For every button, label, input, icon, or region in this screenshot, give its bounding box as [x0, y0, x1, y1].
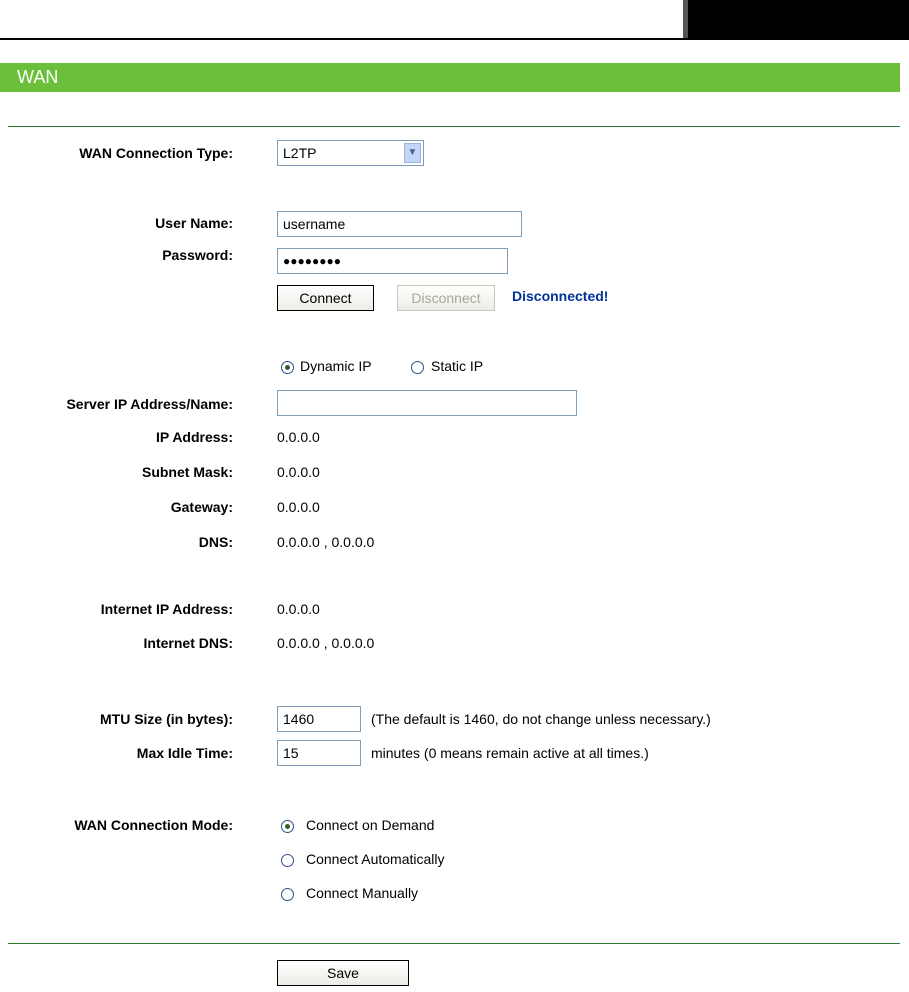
section-header: [0, 63, 900, 92]
connect-automatically-radio[interactable]: [281, 854, 294, 867]
internet-ip-label: Internet IP Address:: [100, 601, 233, 617]
gateway-value: 0.0.0.0: [277, 499, 320, 515]
connect-automatically-label: Connect Automatically: [306, 851, 445, 867]
top-corner-block: [683, 0, 909, 38]
dns-value: 0.0.0.0 , 0.0.0.0: [277, 534, 375, 550]
mtu-hint: (The default is 1460, do not change unless necessary.): [371, 711, 711, 727]
top-divider: [0, 38, 909, 40]
dynamic-ip-label: Dynamic IP: [300, 358, 372, 374]
connect-button[interactable]: Connect: [277, 285, 374, 311]
connection-type-select[interactable]: [277, 140, 424, 166]
dns-label: DNS:: [198, 534, 233, 550]
subnet-mask-value: 0.0.0.0: [277, 464, 320, 480]
idle-label: Max Idle Time:: [136, 745, 233, 761]
static-ip-label: Static IP: [431, 358, 484, 374]
chevron-down-icon[interactable]: ▼: [404, 143, 421, 163]
internet-dns-value: 0.0.0.0 , 0.0.0.0: [277, 635, 375, 651]
connect-on-demand-radio[interactable]: [281, 820, 294, 833]
disconnect-button[interactable]: Disconnect: [397, 285, 495, 311]
ip-address-value: 0.0.0.0: [277, 429, 320, 445]
connection-status: Disconnected!: [512, 288, 609, 304]
connect-manually-radio[interactable]: [281, 888, 294, 901]
bottom-rule: [8, 943, 900, 944]
idle-input[interactable]: [277, 740, 361, 766]
connection-type-value: L2TP: [283, 145, 317, 161]
password-input[interactable]: ●●●●●●●●: [277, 248, 508, 274]
connect-on-demand-label: Connect on Demand: [306, 817, 435, 833]
connect-manually-label: Connect Manually: [306, 885, 419, 901]
idle-hint: minutes (0 means remain active at all times.): [371, 745, 649, 761]
dynamic-ip-radio[interactable]: [281, 361, 294, 374]
mtu-label: MTU Size (in bytes):: [99, 711, 233, 727]
connection-type-label: WAN Connection Type:: [79, 145, 233, 161]
section-title: WAN: [17, 67, 59, 87]
subnet-mask-label: Subnet Mask:: [141, 464, 233, 480]
top-rule: [8, 126, 900, 127]
static-ip-radio[interactable]: [411, 361, 424, 374]
server-input[interactable]: [277, 390, 577, 416]
password-label: Password:: [162, 247, 233, 263]
internet-dns-label: Internet DNS:: [143, 635, 233, 651]
save-button[interactable]: Save: [277, 960, 409, 986]
ip-address-label: IP Address:: [155, 429, 233, 445]
username-label: User Name:: [155, 215, 233, 231]
internet-ip-value: 0.0.0.0: [277, 601, 320, 617]
username-input[interactable]: [277, 211, 522, 237]
gateway-label: Gateway:: [170, 499, 233, 515]
server-label: Server IP Address/Name:: [66, 396, 233, 412]
connection-mode-label: WAN Connection Mode:: [74, 817, 233, 833]
mtu-input[interactable]: [277, 706, 361, 732]
